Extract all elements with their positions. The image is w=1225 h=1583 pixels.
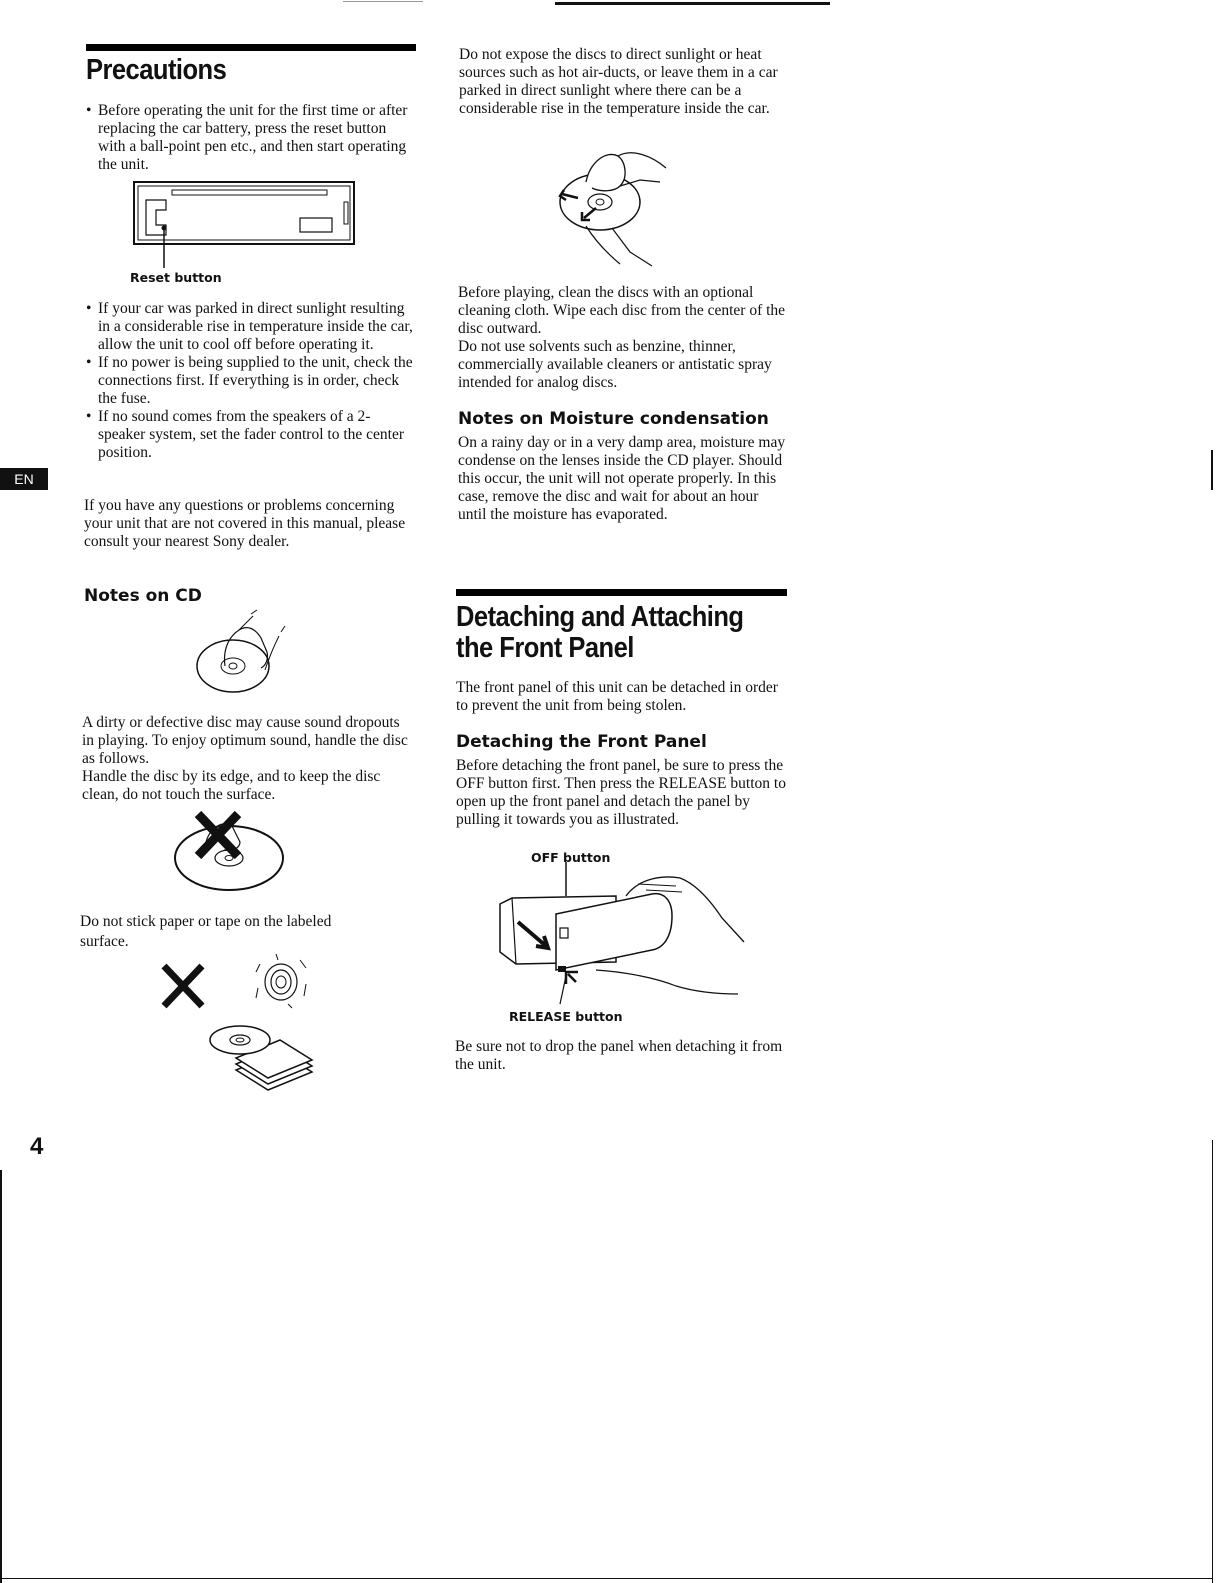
handle-disc-paragraph: Handle the disc by its edge, and to keep the disc clean, do not touch the surface. bbox=[82, 768, 381, 803]
sunlight-paragraph: Do not expose the discs to direct sunlight or heat sources such as hot air-ducts, or leave them in a car parked in direct sunlight where there can be a considerable rise in the temperature inside the car. bbox=[459, 46, 778, 117]
cleaning-paragraph: Before playing, clean the discs with an optional cleaning cloth. Wipe each disc from the center of the disc outward. bbox=[458, 284, 786, 337]
detach-title-line2: the Front Panel bbox=[456, 632, 634, 664]
right-margin-marker bbox=[1211, 450, 1213, 490]
bullet-power: • If no power is being supplied to the unit, check the connections first. If everything is in order, check the fuse. bbox=[86, 354, 414, 408]
questions-paragraph: If you have any questions or problems concerning your unit that are not covered in this manual, please consult your nearest Sony dealer. bbox=[84, 497, 406, 550]
detach-intro-paragraph: The front panel of this unit can be detached in order to prevent the unit from being stolen. bbox=[456, 679, 778, 714]
bullet-sound: • If no sound comes from the speakers of a 2-speaker system, set the fader control to the center position. bbox=[86, 408, 414, 462]
disc-cleaning-illustration bbox=[556, 142, 671, 270]
disc-handling-illustration bbox=[195, 608, 295, 700]
no-label-illustration bbox=[160, 950, 330, 1092]
precautions-title: Precautions bbox=[86, 54, 227, 86]
top-edge-line-left bbox=[343, 1, 423, 2]
precautions-bullet-first bbox=[86, 102, 414, 174]
bullet-sunlight: • If your car was parked in direct sunlight resulting in a considerable rise in temperature inside the car, allow the unit to cool off before operating it. bbox=[86, 300, 414, 354]
page-number: 4 bbox=[30, 1133, 44, 1160]
right-frame-line bbox=[1212, 1140, 1213, 1583]
detaching-paragraph: Before detaching the front panel, be sure to press the OFF button first. Then press the RELEASE button to open up the front panel and detach the panel by pulling it towards you as illustrated. bbox=[456, 757, 786, 828]
release-button-caption: RELEASE button bbox=[509, 1009, 623, 1024]
do-not-touch-illustration bbox=[170, 808, 290, 894]
left-frame-line bbox=[0, 1170, 2, 1583]
no-paper-paragraph: Do not stick paper or tape on the labeled surface. bbox=[80, 913, 332, 950]
detaching-subtitle: Detaching the Front Panel bbox=[456, 732, 707, 752]
top-edge-line-right bbox=[555, 2, 830, 5]
detach-rule bbox=[456, 589, 787, 596]
bottom-frame-line bbox=[0, 1578, 1213, 1579]
dirty-disc-paragraph: A dirty or defective disc may cause sound dropouts in playing. To enjoy optimum sound, handle the disc as follows. bbox=[82, 714, 408, 767]
notes-cd-title: Notes on CD bbox=[84, 586, 202, 606]
solvents-paragraph: Do not use solvents such as benzine, thinner, commercially available cleaners or antistatic spray intended for analog discs. bbox=[458, 338, 772, 391]
language-tab: EN bbox=[0, 468, 48, 490]
detach-panel-illustration bbox=[496, 866, 746, 1006]
reset-button-caption: Reset button bbox=[130, 270, 222, 285]
precautions-bullet-list bbox=[86, 300, 414, 462]
off-button-caption: OFF button bbox=[531, 850, 611, 865]
reset-button-diagram bbox=[132, 180, 358, 270]
moisture-paragraph: On a rainy day or in a very damp area, moisture may condense on the lenses inside the CD player. Should this occur, the unit will not operate properly. In this case, remove the disc and wait for about an hour until the moisture has evaporated. bbox=[458, 434, 786, 523]
detach-title-line1: Detaching and Attaching bbox=[456, 601, 744, 633]
moisture-title: Notes on Moisture condensation bbox=[458, 409, 769, 429]
drop-warning-paragraph: Be sure not to drop the panel when detaching it from the unit. bbox=[455, 1038, 783, 1073]
precautions-rule bbox=[86, 44, 416, 51]
bullet-reset: • Before operating the unit for the first time or after replacing the car battery, press the reset button with a ball-point pen etc., and then start operating the unit. bbox=[86, 102, 414, 174]
